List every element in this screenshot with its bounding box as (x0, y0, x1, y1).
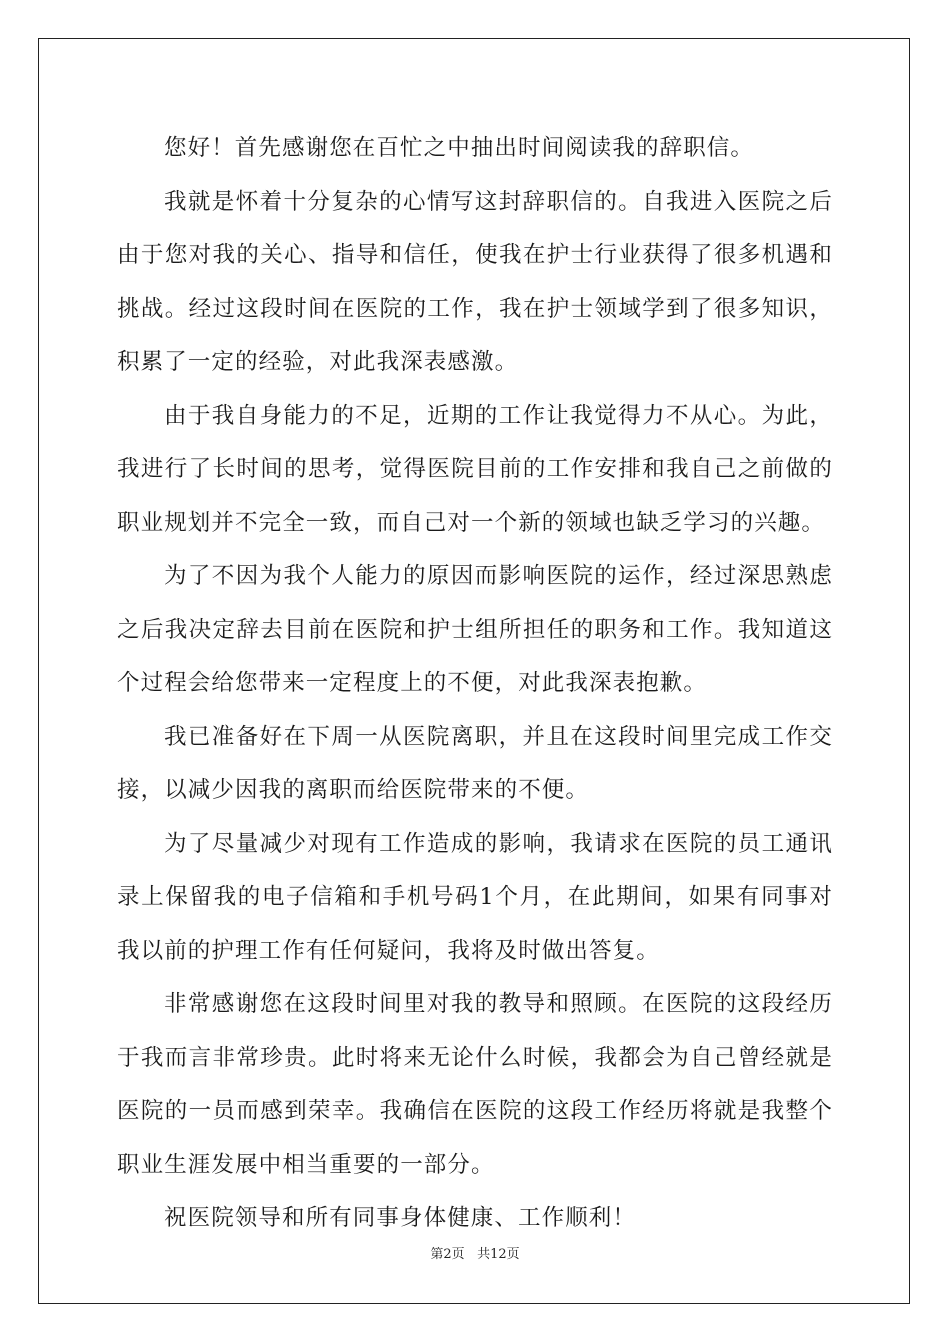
paragraph-gratitude: 我就是怀着十分复杂的心情写这封辞职信的。自我进入医院之后由于您对我的关心、指导和信任，使我在护士行业获得了很多机遇和挑战。经过这段时间在医院的工作，我在护士领域学到了很多知识，积累了一定的经验，对此我深表感激。 (117, 188, 833, 375)
paragraph-handover: 我已准备好在下周一从医院离职，并且在这段时间里完成工作交接，以减少因我的离职而给医院带来的不便。 (117, 723, 833, 803)
page-number: 第2页 (430, 1247, 465, 1262)
paragraph-closing: 祝医院领导和所有同事身体健康、工作顺利！ (164, 1205, 637, 1231)
letter-body (117, 122, 833, 1246)
paragraph-reason: 由于我自身能力的不足，近期的工作让我觉得力不从心。为此，我进行了长时间的思考，觉得医院目前的工作安排和我自己之前做的职业规划并不完全一致，而自己对一个新的领域也缺乏学习的兴趣。 (117, 402, 833, 536)
paragraph-greeting: 您好！首先感谢您在百忙之中抽出时间阅读我的辞职信。 (164, 135, 755, 161)
paragraph-thanks: 非常感谢您在这段时间里对我的教导和照顾。在医院的这段经历于我而言非常珍贵。此时将来无论什么时候，我都会为自己曾经就是医院的一员而感到荣幸。我确信在医院的这段工作经历将就是我整个职业生涯发展中相当重要的一部分。 (117, 991, 833, 1178)
paragraph-contact: 为了尽量减少对现有工作造成的影响，我请求在医院的员工通讯录上保留我的电子信箱和手机号码1个月，在此期间，如果有同事对我以前的护理工作有任何疑问，我将及时做出答复。 (117, 830, 833, 964)
paragraph-decision: 为了不因为我个人能力的原因而影响医院的运作，经过深思熟虑之后我决定辞去目前在医院和护士组所担任的职务和工作。我知道这个过程会给您带来一定程度上的不便，对此我深表抱歉。 (117, 563, 833, 696)
page-total: 共12页 (477, 1247, 520, 1262)
page-footer (0, 1246, 950, 1264)
